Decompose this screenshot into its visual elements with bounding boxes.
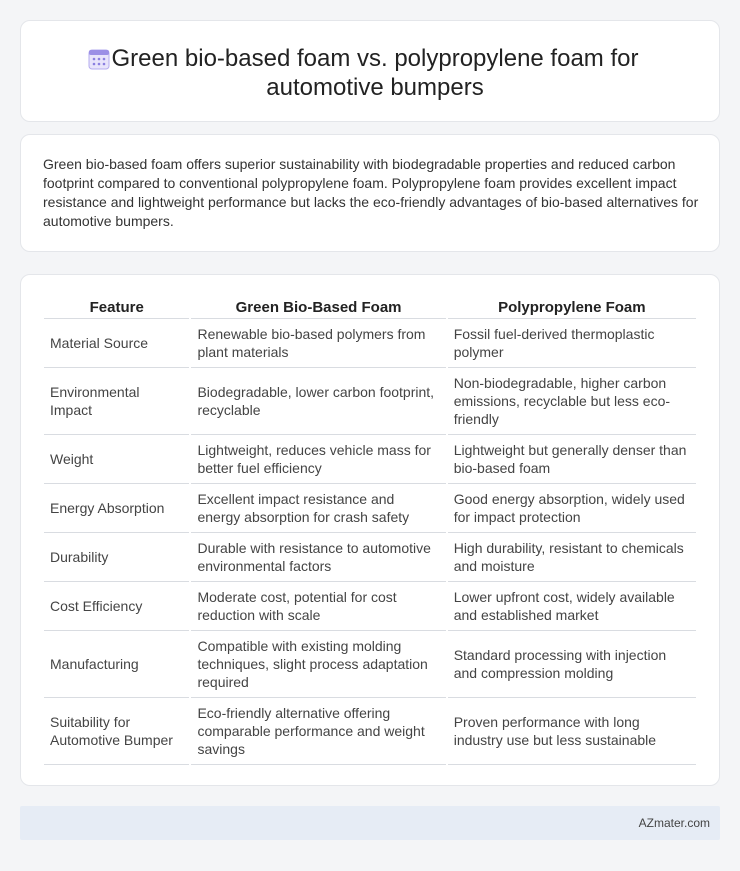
table-row [44,698,696,765]
row-feature: Weight [44,435,189,484]
row-feature: Durability [44,533,189,582]
header-green-bio-based-foam: Green Bio-Based Foam [191,295,445,319]
row-bio-value: Durable with resistance to automotive environmental factors [191,533,445,582]
row-pp-value: Lightweight but generally denser than bio-based foam [448,435,696,484]
comparison-card [20,274,720,786]
table-row [44,368,696,435]
row-feature: Material Source [44,319,189,368]
header-feature: Feature [44,295,189,319]
row-pp-value: Non-biodegradable, higher carbon emissions, recyclable but less eco-friendly [448,368,696,435]
row-bio-value: Lightweight, reduces vehicle mass for better fuel efficiency [191,435,445,484]
summary-text: Green bio-based foam offers superior sustainability with biodegradable properties and reduced carbon footprint compared to conventional polypropylene foam. Polypropylene foam provides excellent impact resistance and lightweight performance but lacks the eco-friendly advantages of bio-based alternatives for automotive bumpers. [43,156,699,229]
row-pp-value: Good energy absorption, widely used for impact protection [448,484,696,533]
row-bio-value: Biodegradable, lower carbon footprint, recyclable [191,368,445,435]
row-pp-value: Fossil fuel-derived thermoplastic polymer [448,319,696,368]
table-row [44,631,696,698]
header-polypropylene-foam: Polypropylene Foam [448,295,696,319]
row-pp-value: Standard processing with injection and compression molding [448,631,696,698]
table-row [44,435,696,484]
row-bio-value: Renewable bio-based polymers from plant materials [191,319,445,368]
footer-bar [20,806,720,840]
row-feature: Environmental Impact [44,368,189,435]
comparison-table [42,295,698,765]
row-bio-value: Moderate cost, potential for cost reduction with scale [191,582,445,631]
summary-card [20,134,720,252]
footer-brand[interactable]: AZmater.com [638,816,710,830]
table-row [44,533,696,582]
page-title: Green bio-based foam vs. polypropylene foam for automotive bumpers [111,45,639,101]
row-pp-value: Proven performance with long industry use but less sustainable [448,698,696,765]
table-row [44,582,696,631]
title-card [20,20,720,122]
row-bio-value: Compatible with existing molding techniques, slight process adaptation required [191,631,445,698]
table-row [44,484,696,533]
table-header-row [44,295,696,319]
row-pp-value: High durability, resistant to chemicals and moisture [448,533,696,582]
row-pp-value: Lower upfront cost, widely available and established market [448,582,696,631]
row-feature: Manufacturing [44,631,189,698]
row-feature: Suitability for Automotive Bumper [44,698,189,765]
row-bio-value: Eco-friendly alternative offering comparable performance and weight savings [191,698,445,765]
row-bio-value: Excellent impact resistance and energy absorption for crash safety [191,484,445,533]
row-feature: Energy Absorption [44,484,189,533]
row-feature: Cost Efficiency [44,582,189,631]
table-row [44,319,696,368]
